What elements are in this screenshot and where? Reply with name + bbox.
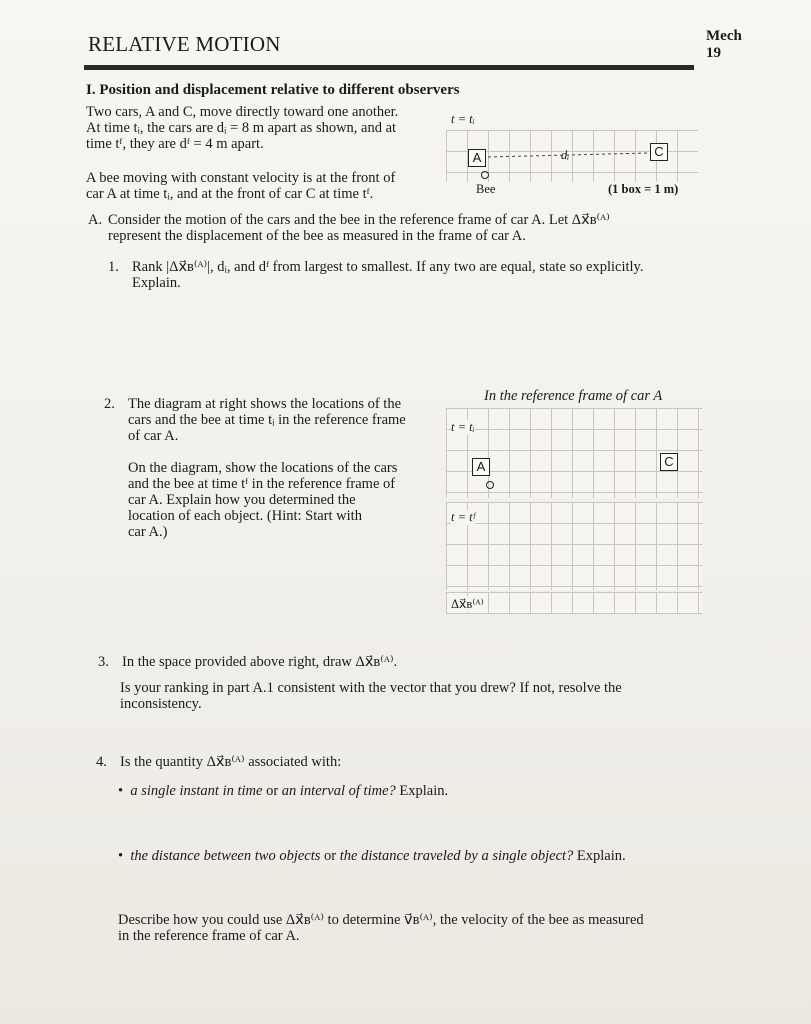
intro-line: time tᶠ, they are dᶠ = 4 m apart. <box>86 136 264 152</box>
q2-line: car A.) <box>128 524 168 540</box>
part-a-text <box>108 212 610 244</box>
intro-line: At time tᵢ, the cars are dᵢ = 8 m apart as shown, and at <box>86 120 397 136</box>
q4-explain: Explain. <box>573 848 626 864</box>
figure1-distance-label: dᵢ <box>561 148 570 162</box>
q1-line: Rank |Δx⃗ʙ⁽ᴬ⁾|, dᵢ, and dᶠ from largest to smallest. If any two are equal, state so explicitly. <box>132 259 644 275</box>
figure1-scale-note: (1 box = 1 m) <box>608 182 679 196</box>
q1-text <box>132 259 643 291</box>
bee-text <box>86 170 395 202</box>
figure2-time-initial: t = tᵢ <box>451 420 475 434</box>
q4-line: Is the quantity Δx⃗ʙ⁽ᴬ⁾ associated with: <box>120 754 342 770</box>
final-line: Describe how you could use Δx⃗ʙ⁽ᴬ⁾ to determine v⃗ʙ⁽ᴬ⁾, the velocity of the bee as measured <box>118 912 644 928</box>
bullet-icon: • <box>118 848 131 864</box>
figure1-car-c: C <box>650 143 668 161</box>
figure2-grid-final[interactable] <box>446 502 702 590</box>
q4-explain: Explain. <box>395 783 449 799</box>
figure2-bee-icon <box>486 481 494 489</box>
q4-number: 4. <box>96 754 107 770</box>
q2-text-block2 <box>128 460 397 540</box>
figure2-vector-row[interactable] <box>446 592 702 614</box>
part-a-line: represent the displacement of the bee as measured in the frame of car A. <box>108 228 526 244</box>
bee-line: A bee moving with constant velocity is at the front of <box>86 170 396 186</box>
figure1-bee-label: Bee <box>476 182 496 196</box>
figure2-car-a: A <box>472 458 490 476</box>
q1-line: Explain. <box>132 275 181 291</box>
figure2-time-final: t = tᶠ <box>451 510 475 524</box>
bee-line: car A at time tᵢ, and at the front of car C at time tᶠ. <box>86 186 374 202</box>
figure2-car-c: C <box>660 453 678 471</box>
q2-line: car A. Explain how you determined the <box>128 492 356 508</box>
section-code-line2: 19 <box>706 45 721 61</box>
figure2-caption: In the reference frame of car A <box>484 388 663 404</box>
part-a-label: A. <box>88 212 103 228</box>
q4-option: the distance traveled by a single object? <box>339 848 574 864</box>
figure1-bee-icon <box>481 171 489 179</box>
q4-connector: or <box>262 783 282 799</box>
q3-line: inconsistency. <box>120 696 202 712</box>
q4-bullet1 <box>118 783 448 799</box>
figure1-car-a: A <box>468 149 486 167</box>
q1-number: 1. <box>108 259 119 275</box>
part-a-line: Consider the motion of the cars and the bee in the reference frame of car A. Let Δx⃗ʙ⁽ᴬ⁾ <box>108 212 610 228</box>
q2-line: On the diagram, show the locations of the cars <box>128 460 398 476</box>
figure2-vector-label: Δx⃗ʙ⁽ᴬ⁾ <box>451 597 484 611</box>
q4-connector: or <box>320 848 340 864</box>
bullet-icon: • <box>118 783 131 799</box>
q2-line: of car A. <box>128 428 179 444</box>
q4-option: a single instant in time <box>130 783 263 799</box>
q2-line: The diagram at right shows the locations of the <box>128 396 402 412</box>
intro-text <box>86 104 398 152</box>
q3-number: 3. <box>98 654 109 670</box>
section-code <box>706 28 742 62</box>
q4-option: the distance between two objects <box>130 848 321 864</box>
section-code-line1: Mech <box>706 28 742 44</box>
q3-line: In the space provided above right, draw Δx⃗ʙ⁽ᴬ⁾. <box>122 654 398 670</box>
intro-line: Two cars, A and C, move directly toward one another. <box>86 104 399 120</box>
q2-line: and the bee at time tᶠ in the reference frame of <box>128 476 396 492</box>
q4-bullet2 <box>118 848 626 864</box>
section-heading: I. Position and displacement relative to different observers <box>86 82 460 98</box>
q2-line: location of each object. (Hint: Start with <box>128 508 362 524</box>
page-title: RELATIVE MOTION <box>88 32 281 56</box>
final-question <box>118 912 644 944</box>
figure1-time-label: t = tᵢ <box>451 112 475 126</box>
q2-number: 2. <box>104 396 115 412</box>
header-divider <box>84 65 694 70</box>
q3-text <box>120 680 622 712</box>
q2-line: cars and the bee at time tᵢ in the reference frame <box>128 412 406 428</box>
q3-line: Is your ranking in part A.1 consistent with the vector that you drew? If not, resolve the <box>120 680 622 696</box>
q4-option: an interval of time? <box>281 783 396 799</box>
q2-text-block1 <box>128 396 406 444</box>
final-line: in the reference frame of car A. <box>118 928 300 944</box>
